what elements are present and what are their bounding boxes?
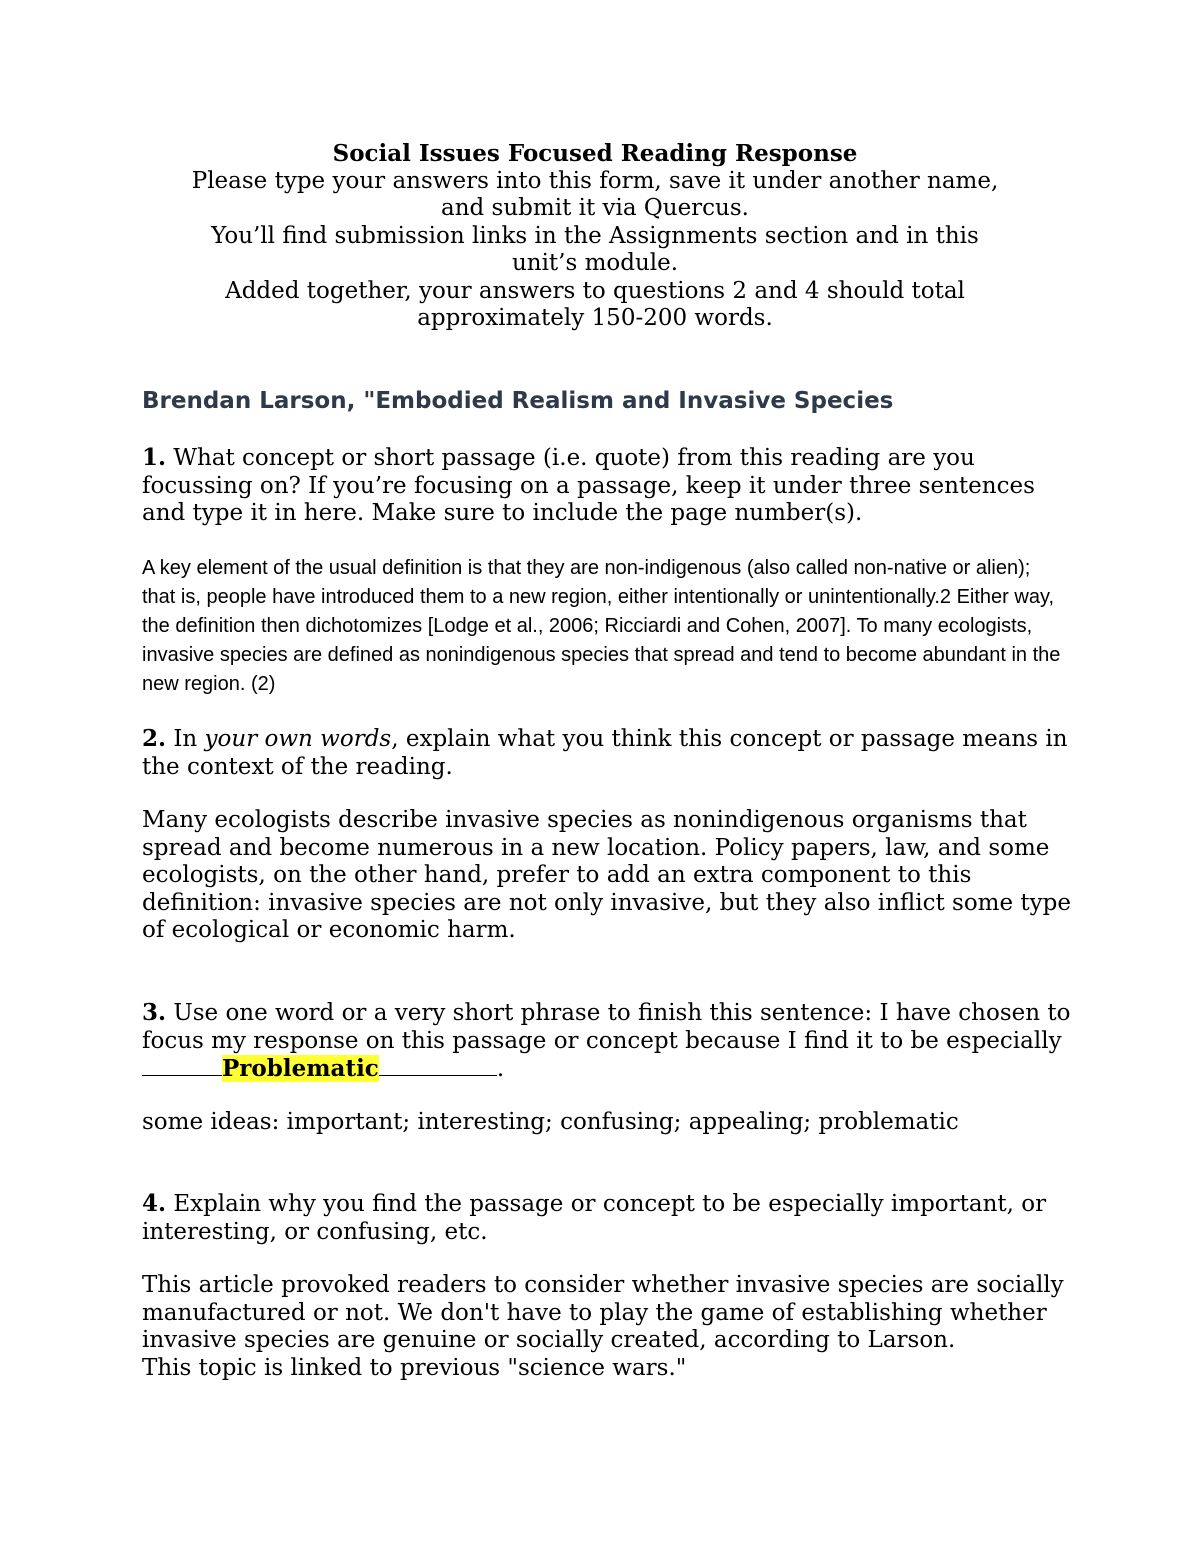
question-1-answer[interactable]: A key element of the usual definition is that they are non-indigenous (also called non-native or alien); that is, people have introduced them to a new region, either intentionally or unintentionally.2 Either way, the definition then dichotomizes [Lodge et al., 2006; Ricciardi and Cohen, 2007]. To many ecologists, invasive species are defined as nonindigenous species that spread and tend to become abundant in the new region. (2) (142, 557, 1061, 695)
question-4-answer-paragraph-2[interactable]: This topic is linked to previous "science wars." (142, 1354, 687, 1381)
question-4 (142, 1190, 1072, 1246)
question-3-end: . (496, 1056, 505, 1082)
question-1-text: What concept or short passage (i.e. quote) from this reading are you focussing on? If you’re focusing on a passage, keep it under three sentences and type it in here. Make sure to include the page number(s). (142, 445, 1035, 526)
question-3-text: Use one word or a very short phrase to finish this sentence: I have chosen to focus my response on this passage or concept because I find it to be especially (142, 1000, 1071, 1054)
question-4-number: 4. (142, 1190, 167, 1217)
question-4-answer-paragraph-1[interactable]: This article provoked readers to consider whether invasive species are socially manufactured or not. We don't have to play the game of establishing whether invasive species are genuine or socially created, according to Larson. (142, 1272, 1064, 1353)
question-2-text-before: In (173, 726, 205, 752)
reading-title: Brendan Larson, "Embodied Realism and Invasive Species (142, 388, 894, 414)
question-2 (142, 725, 1072, 781)
question-2-text-emphasis: your own words (204, 726, 392, 752)
question-4-answer[interactable] (142, 1272, 1072, 1382)
instruction-line-1: Please type your answers into this form, save it under another name, and submit it via Quercus. (191, 167, 999, 221)
question-1-number: 1. (142, 444, 167, 471)
question-3 (142, 999, 1072, 1084)
document-title: Social Issues Focused Reading Response (332, 140, 858, 167)
question-2-text-after: , explain what you think this concept or passage means in the context of the reading. (142, 726, 1068, 780)
question-1 (142, 444, 1072, 528)
instruction-line-2: You’ll find submission links in the Assignments section and in this unit’s module. (211, 222, 979, 276)
question-2-number: 2. (142, 725, 167, 752)
instruction-line-3: Added together, your answers to questions 2 and 4 should total approximately 150-200 words. (225, 277, 965, 331)
question-3-number: 3. (142, 999, 167, 1026)
question-3-ideas: some ideas: important; interesting; confusing; appealing; problematic (142, 1109, 959, 1135)
question-4-text: Explain why you find the passage or concept to be especially important, or interesting, or confusing, etc. (142, 1191, 1047, 1245)
blank-line-left (142, 1057, 222, 1076)
question-2-answer[interactable]: Many ecologists describe invasive species as nonindigenous organisms that spread and become numerous in a new location. Policy papers, law, and some ecologists, on the other hand, prefer to add an extra component to this definition: invasive species are not only invasive, but they also inflict some type of ecological or economic harm. (142, 807, 1071, 943)
question-3-answer[interactable]: Problematic (222, 1055, 379, 1082)
document-header (180, 140, 1010, 333)
blank-line-right (379, 1057, 497, 1076)
